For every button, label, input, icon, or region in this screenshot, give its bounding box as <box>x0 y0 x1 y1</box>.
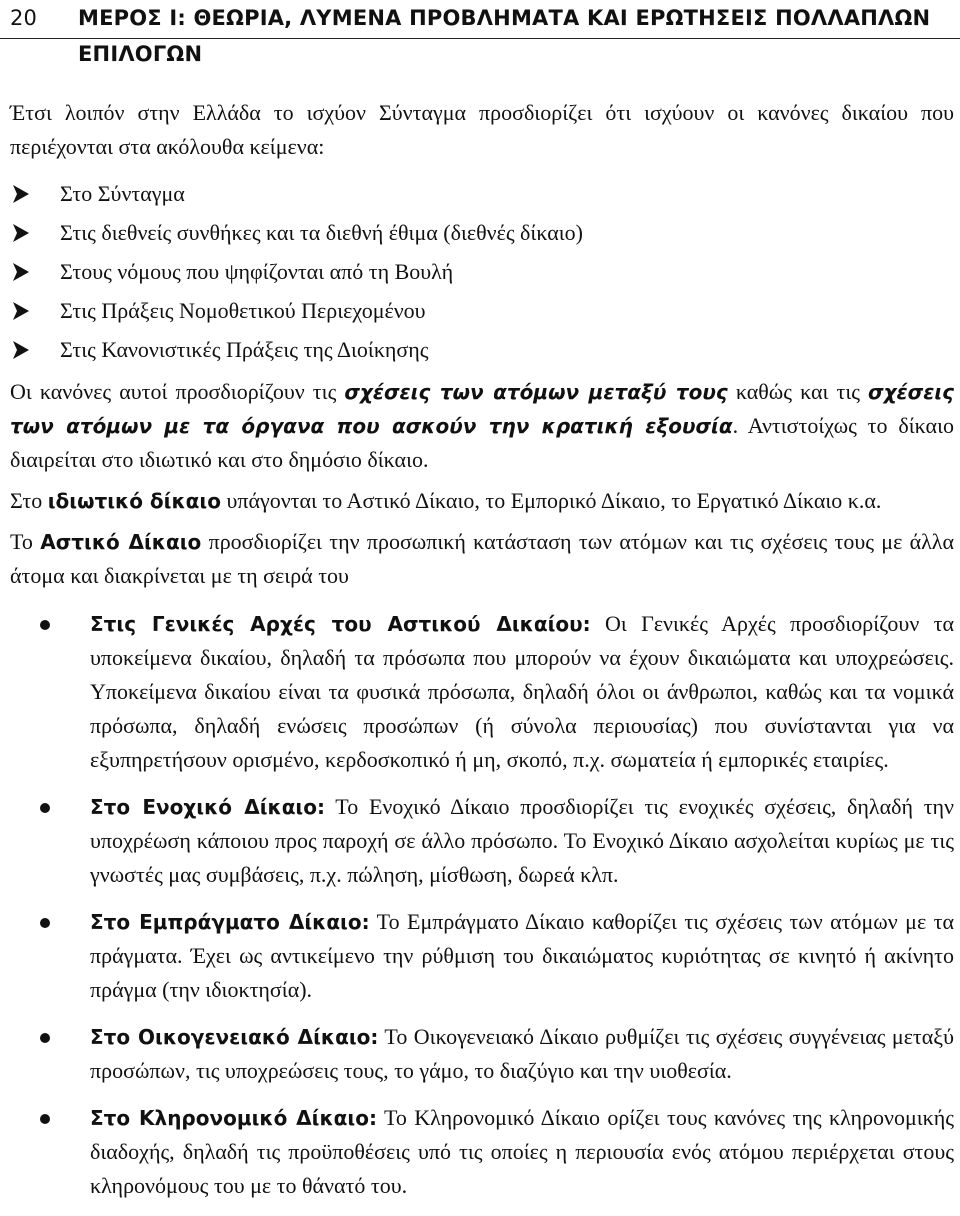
list-item: Στις Γενικές Αρχές του Αστικού Δικαίου: Οι Γενικές Αρχές προσδιορίζουν τα υποκείμενα δικαίου, δηλαδή τα πρόσωπα που μπορούν να έχουν δικαιώματα και υποχρεώσεις. Υποκείμενα δικαίου είναι τα φυσικά πρόσωπα, δηλαδή όλοι οι άνθρωποι, καθώς και τα νομικά πρόσωπα, δηλαδή ενώσεις προσώπων (ή σύνολα περιουσίας) που συνίστανται για να εξυπηρετήσουν ορισμένο, κερδοσκοπικό ή μη, σκοπό, π.χ. σωματεία ή εμπορικές εταιρίες. <box>10 607 954 777</box>
arrow-bullet-icon <box>12 340 30 360</box>
civil-law-paragraph: Το Αστικό Δίκαιο προσδιορίζει την προσωπική κατάσταση των ατόμων και τις σχέσεις τους με άλλα άτομα και διακρίνεται με τη σειρά του <box>10 529 954 588</box>
chapter-title: ΜΕΡΟΣ Ι: ΘΕΩΡΙΑ, ΛΥΜΕΝΑ ΠΡΟΒΛΗΜΑΤΑ ΚΑΙ ΕΡΩΤΗΣΕΙΣ ΠΟΛΛΑΠΛΩΝ ΕΠΙΛΟΓΩΝ <box>78 6 931 66</box>
list-item: Στις Πράξεις Νομοθετικού Περιεχομένου <box>10 291 954 330</box>
private-law-paragraph: Στο ιδιωτικό δίκαιο υπάγονται το Αστικό Δίκαιο, το Εμπορικό Δίκαιο, το Εργατικό Δίκαιο κ.α. <box>10 488 882 513</box>
page-header <box>0 0 960 66</box>
list-item: Στο Σύνταγμα <box>10 174 954 213</box>
page-body <box>10 96 954 1216</box>
list-item: Στο Οικογενειακό Δίκαιο: Το Οικογενειακό Δίκαιο ρυθμίζει τις σχέσεις συγγένειας μεταξύ προσώπων, τις υποχρεώσεις τους, το γάμο, το διαζύγιο και την υιοθεσία. <box>10 1020 954 1088</box>
rules-paragraph: Οι κανόνες αυτοί προσδιορίζουν τις σχέσεις των ατόμων μεταξύ τους καθώς και τις σχέσεις των ατόμων με τα όργανα που ασκούν την κρατική εξουσία. Αντιστοίχως το δίκαιο διαιρείται στο ιδιωτικό και στο δημόσιο δίκαιο. <box>10 379 954 472</box>
civil-law-parts-list <box>10 607 954 1203</box>
arrow-bullet-icon <box>12 301 30 321</box>
list-item: Στους νόμους που ψηφίζονται από τη Βουλή <box>10 252 954 291</box>
law-sources-list <box>10 174 954 369</box>
bullet-dot-icon <box>40 620 50 630</box>
intro-paragraph: Έτσι λοιπόν στην Ελλάδα το ισχύον Σύνταγμα προσδιορίζει ότι ισχύουν οι κανόνες δικαίου που περιέχονται στα ακόλουθα κείμενα: <box>10 100 954 159</box>
list-item: Στο Εμπράγματο Δίκαιο: Το Εμπράγματο Δίκαιο καθορίζει τις σχέσεις των ατόμων με τα πράγματα. Έχει ως αντικείμενο την ρύθμιση του δικαιώματος κυριότητας σε κινητό ή ακίνητο πράγμα (την ιδιοκτησία). <box>10 905 954 1007</box>
arrow-bullet-icon <box>12 223 30 243</box>
bullet-dot-icon <box>40 1114 50 1124</box>
bullet-dot-icon <box>40 1033 50 1043</box>
bullet-dot-icon <box>40 918 50 928</box>
list-item: Στο Κληρονομικό Δίκαιο: Το Κληρονομικό Δίκαιο ορίζει τους κανόνες της κληρονομικής διαδοχής, δηλαδή τις προϋποθέσεις υπό τις οποίες η περιουσία ενός ατόμου περιέρχεται στους κληρονόμους του με το θάνατό του. <box>10 1101 954 1203</box>
arrow-bullet-icon <box>12 262 30 282</box>
page-number: 20 <box>10 6 38 30</box>
list-item: Στο Ενοχικό Δίκαιο: Το Ενοχικό Δίκαιο προσδιορίζει τις ενοχικές σχέσεις, δηλαδή την υποχρέωση κάποιου προς παροχή σε άλλο πρόσωπο. Το Ενοχικό Δίκαιο ασχολείται κυρίως με τις γνωστές μας συμβάσεις, π.χ. πώληση, μίσθωση, δωρεά κλπ. <box>10 790 954 892</box>
arrow-bullet-icon <box>12 184 30 204</box>
bullet-dot-icon <box>40 803 50 813</box>
list-item: Στις διεθνείς συνθήκες και τα διεθνή έθιμα (διεθνές δίκαιο) <box>10 213 954 252</box>
list-item: Στις Κανονιστικές Πράξεις της Διοίκησης <box>10 330 954 369</box>
